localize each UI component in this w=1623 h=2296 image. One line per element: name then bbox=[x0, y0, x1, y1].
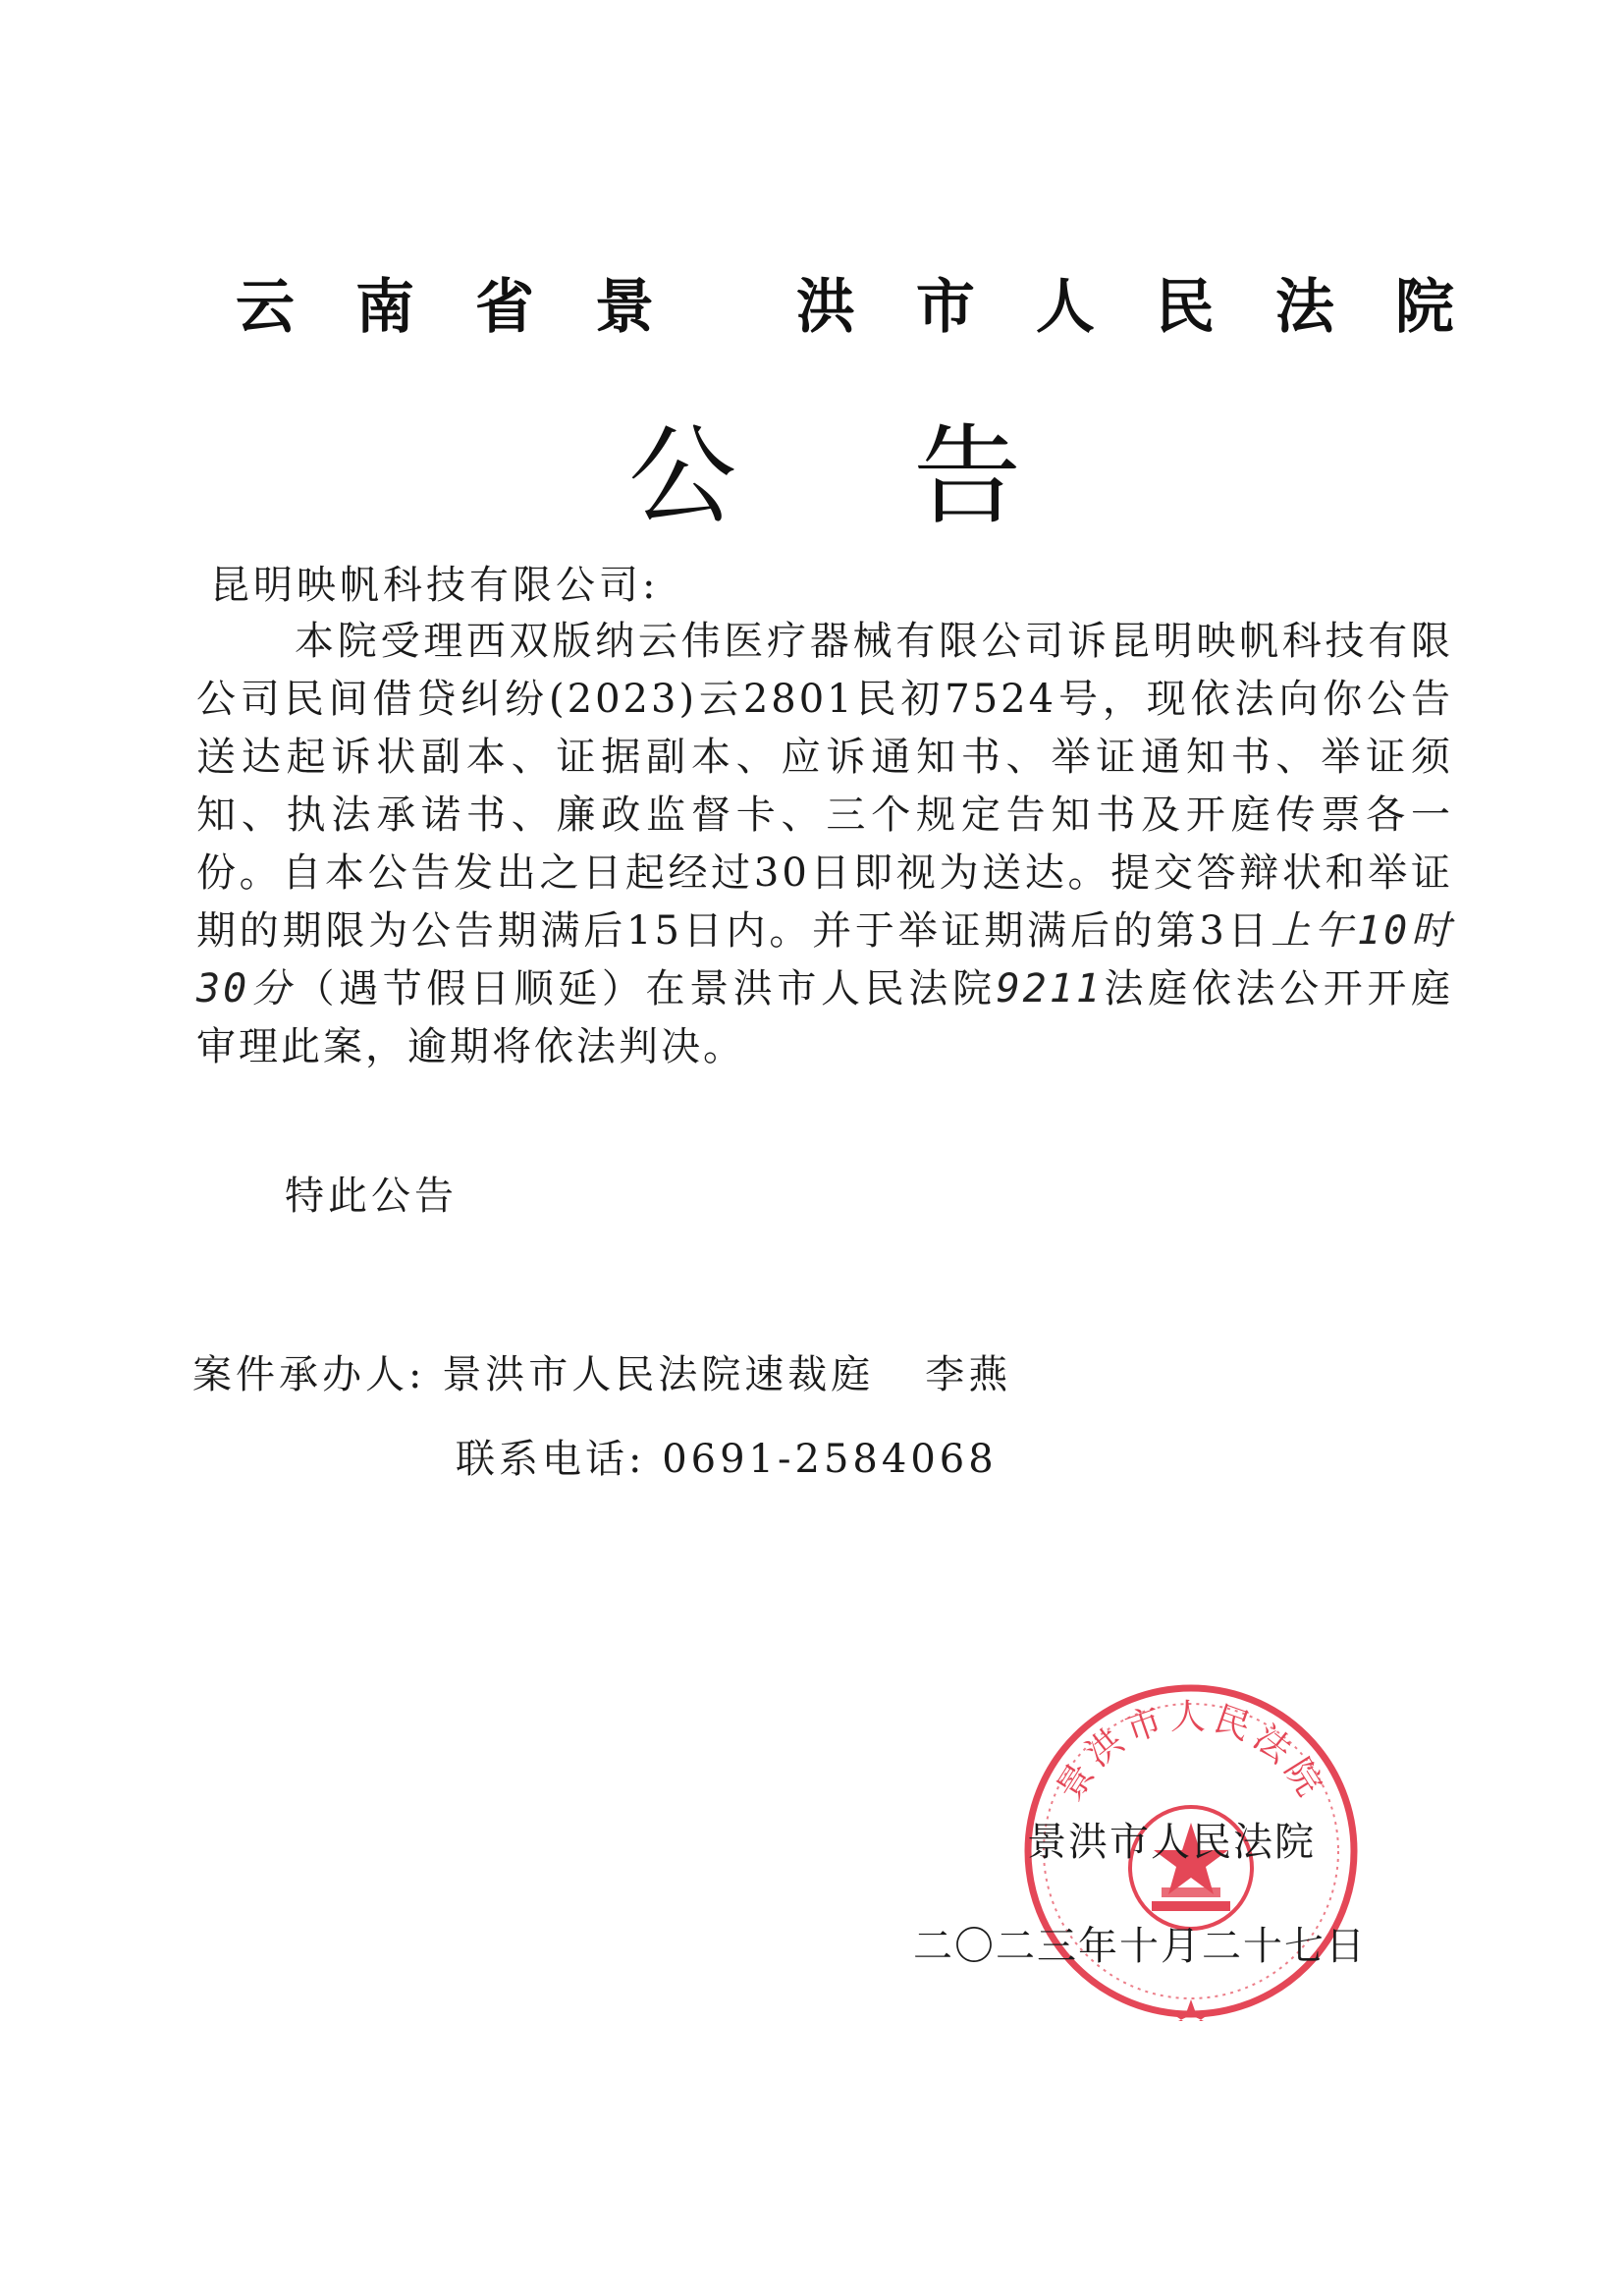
handler-name: 李燕 bbox=[925, 1352, 1012, 1397]
contact-row bbox=[456, 1430, 998, 1489]
handwritten-courtroom: 9211 bbox=[996, 966, 1103, 1011]
handwritten-time: 上午10时30分 bbox=[196, 908, 1453, 1011]
notice-body-part-1: 本院受理西双版纳云伟医疗器械有限公司诉昆明映帆科技有限公司民间借贷纠纷(2023)云2801民初7524号，现依法向你公告送达起诉状副本、证据副本、应诉通知书、举证通知书、举证须知、执法承诺书、廉政监督卡、三个规定告知书及开庭传票各一份。自本公告发出之日起经过30日即视为送达。提交答辩状和举证期的期限为公告期满后15日内。并于举证期满后的第3日 bbox=[196, 619, 1453, 954]
phone-number: 0691-2584068 bbox=[662, 1437, 998, 1482]
signature-date: 二〇二三年十月二十七日 bbox=[913, 1924, 1367, 1969]
addressee: 昆明映帆科技有限公司: bbox=[210, 563, 660, 608]
case-handler-row bbox=[192, 1345, 1011, 1404]
notice-body bbox=[196, 613, 1453, 1076]
court-name-heading: 云南省景 洪市人民法院 bbox=[236, 273, 1515, 342]
closing-statement: 特此公告 bbox=[285, 1174, 458, 1219]
handler-department: 景洪市人民法院速裁庭 bbox=[442, 1352, 875, 1397]
seal-text: 景洪市人民法院 bbox=[1049, 1697, 1333, 1808]
handler-label: 案件承办人: bbox=[192, 1352, 426, 1397]
signature-court: 景洪市人民法院 bbox=[1027, 1820, 1316, 1865]
notice-body-part-3: 法庭依法公开开庭审理此案，逾期将依法判决。 bbox=[196, 966, 1453, 1069]
svg-text:景洪市人民法院 bbox=[1050, 1697, 1332, 1808]
notice-title: 公告 bbox=[628, 413, 1198, 539]
phone-label: 联系电话: bbox=[456, 1437, 646, 1482]
notice-body-part-2: （遇节假日顺延）在景洪市人民法院 bbox=[295, 966, 997, 1011]
